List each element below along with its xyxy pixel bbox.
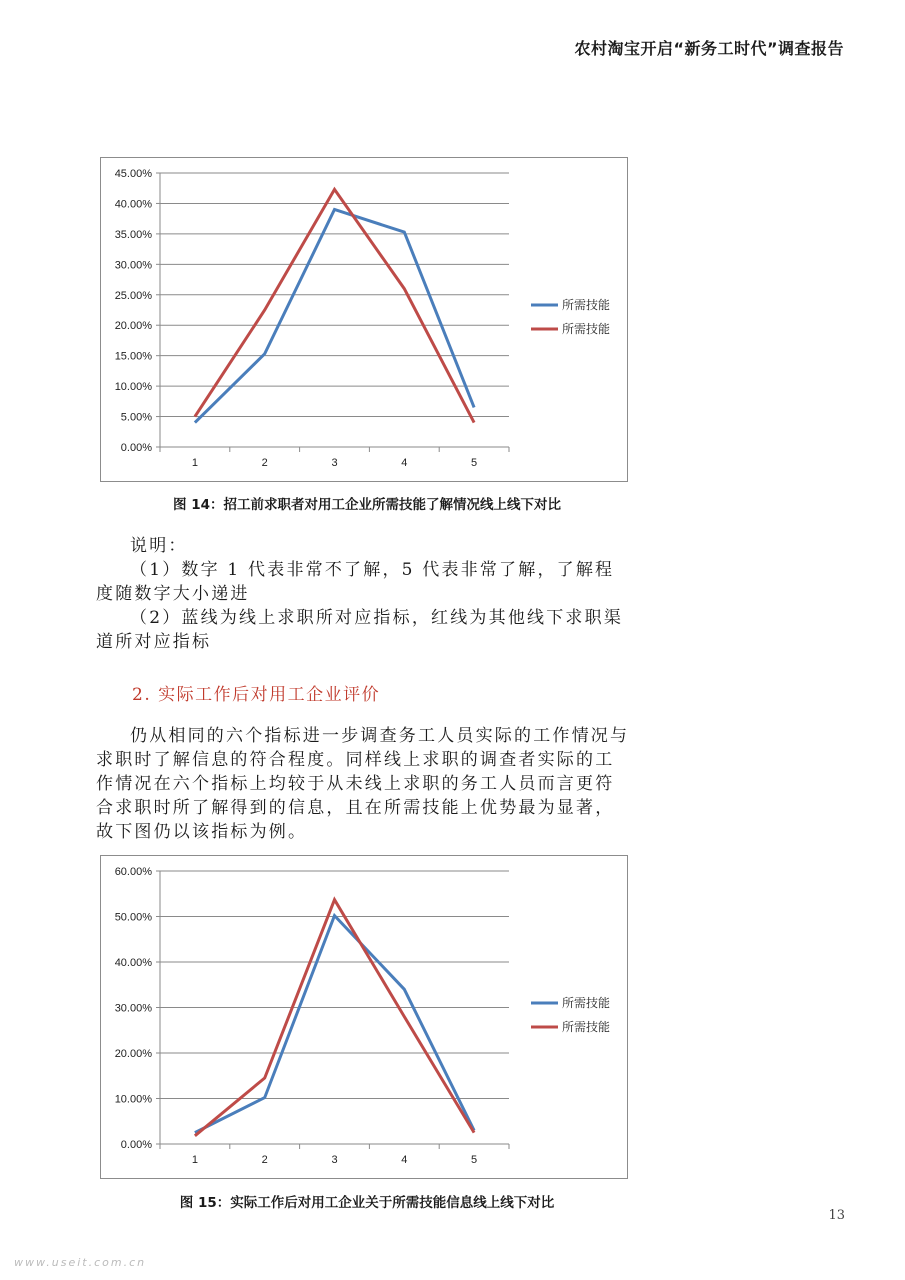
y-tick-label: 0.00%: [120, 442, 152, 454]
x-tick-label: 3: [331, 1154, 338, 1166]
chart-15-caption: 图 15：实际工作后对用工企业关于所需技能信息线上线下对比: [179, 1195, 555, 1211]
notes-item-1: （1）数字 1 代表非常不了解，5 代表非常了解，了解程度随数字大小递进: [96, 560, 615, 604]
body-paragraph: 仍从相同的六个指标进一步调查务工人员实际的工作情况与求职时了解信息的符合程度。同样线上求职的调查者实际的工作情况在六个指标上均较于从未线上求职的务工人员而言更符合求职时所了解得到的信息，且在所需技能上优势最为显著，故下图仍以该指标为例。: [96, 726, 630, 842]
y-tick-label: 40.00%: [114, 198, 152, 211]
x-tick-label: 1: [191, 1154, 198, 1166]
x-tick-label: 1: [191, 457, 198, 469]
legend-label: 所需技能: [562, 996, 611, 1010]
chart-14-box: [100, 157, 628, 482]
legend-label: 所需技能: [562, 298, 611, 312]
series-line-2: [195, 900, 474, 1136]
y-tick-label: 20.00%: [114, 1048, 152, 1060]
x-tick-label: 4: [401, 457, 408, 469]
y-tick-label: 20.00%: [114, 320, 152, 333]
section-title: 2. 实际工作后对用工企业评价: [132, 685, 381, 705]
y-tick-label: 5.00%: [120, 411, 152, 424]
notes-heading: 说明：: [130, 536, 188, 556]
x-tick-label: 5: [471, 1154, 478, 1166]
x-tick-label: 4: [401, 1154, 408, 1166]
y-tick-label: 30.00%: [114, 1002, 152, 1015]
chart-14: [101, 158, 627, 481]
y-tick-label: 25.00%: [114, 289, 152, 302]
chart-15: [101, 856, 627, 1178]
y-tick-label: 30.00%: [114, 259, 152, 272]
series-line-1: [195, 210, 474, 423]
y-tick-label: 10.00%: [114, 381, 152, 394]
notes-block: [96, 534, 631, 654]
legend-label: 所需技能: [562, 322, 611, 336]
y-tick-label: 15.00%: [114, 350, 152, 363]
y-tick-label: 45.00%: [114, 168, 152, 180]
chart-15-box: [100, 855, 628, 1179]
y-tick-label: 0.00%: [120, 1139, 152, 1151]
y-tick-label: 60.00%: [114, 866, 152, 878]
chart-14-caption: 图 14：招工前求职者对用工企业所需技能了解情况线上线下对比: [173, 497, 561, 513]
y-tick-label: 50.00%: [114, 911, 152, 924]
legend-label: 所需技能: [562, 1020, 611, 1034]
page-number: 13: [828, 1208, 845, 1223]
report-header-title: 农村淘宝开启“新务工时代”调查报告: [574, 39, 844, 58]
y-tick-label: 35.00%: [114, 228, 152, 241]
y-tick-label: 10.00%: [114, 1093, 152, 1106]
x-tick-label: 2: [261, 457, 268, 469]
y-tick-label: 40.00%: [114, 957, 152, 969]
notes-item-2: （2）蓝线为线上求职所对应指标，红线为其他线下求职渠道所对应指标: [96, 608, 624, 652]
watermark-text: www.useit.com.cn: [14, 1256, 147, 1269]
x-tick-label: 5: [471, 457, 478, 469]
x-tick-label: 3: [331, 457, 338, 469]
x-tick-label: 2: [261, 1154, 268, 1166]
